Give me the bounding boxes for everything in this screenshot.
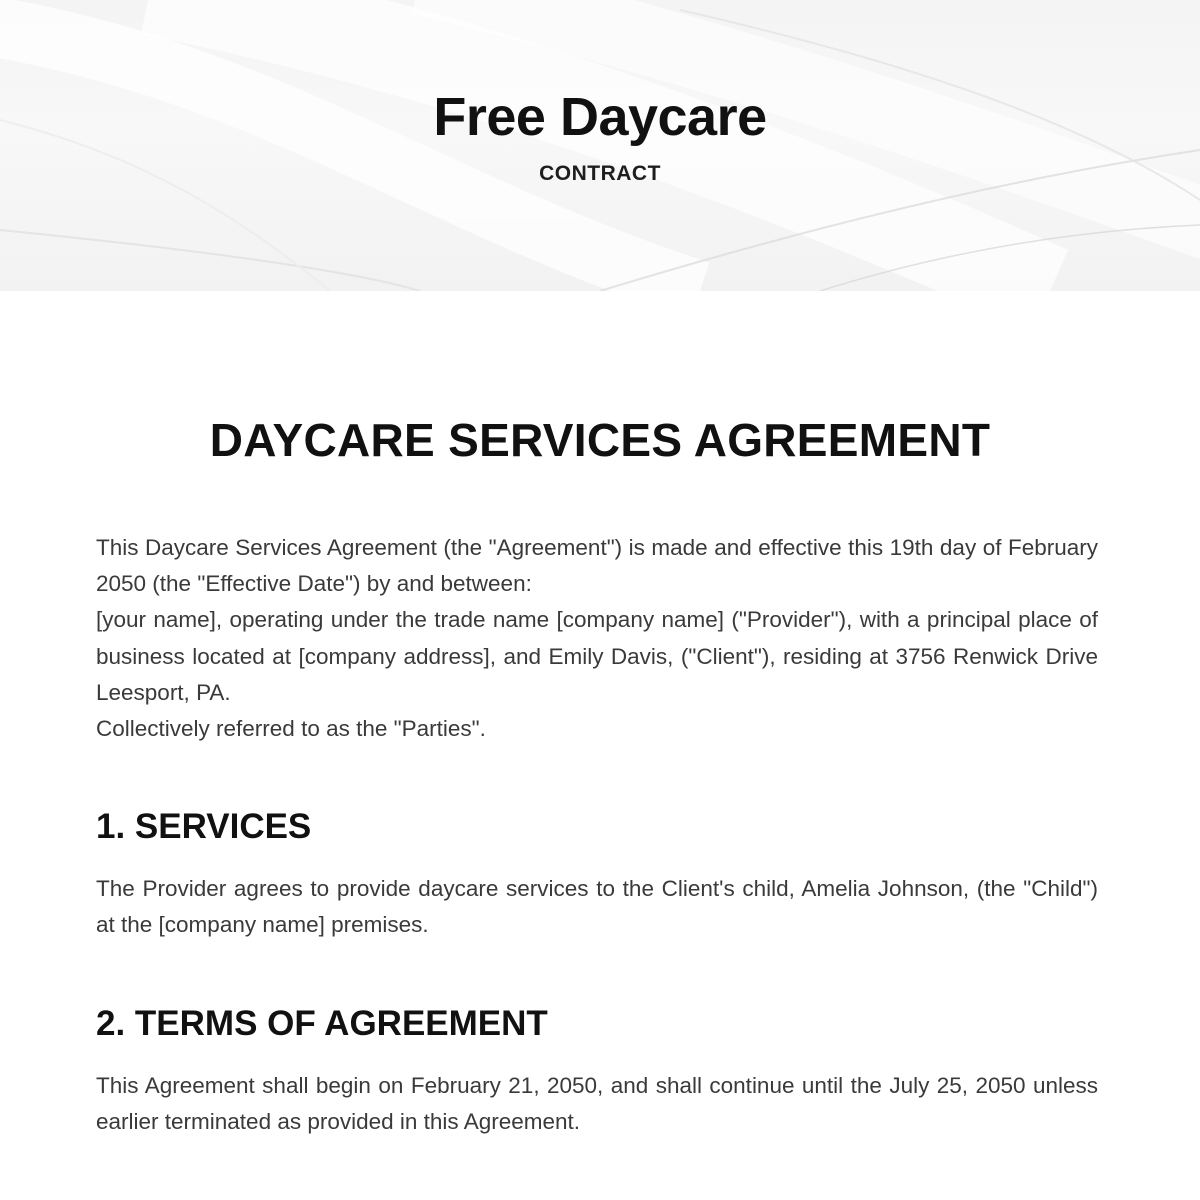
- header-subtitle: CONTRACT: [539, 162, 661, 185]
- section-heading-services: 1. SERVICES: [96, 807, 312, 846]
- header-banner: [0, 0, 1200, 291]
- section-body-terms-block: [96, 1068, 1098, 1140]
- document-title: DAYCARE SERVICES AGREEMENT: [209, 414, 991, 466]
- intro-paragraph-3: Collectively referred to as the "Parties".: [96, 716, 486, 742]
- section-body-terms: This Agreement shall begin on February 21, 2050, and shall continue until the July 25, 2050 unless earlier terminated as provided in this Agreement.: [96, 1073, 1098, 1135]
- header-title: Free Daycare: [433, 87, 767, 147]
- intro-block: [96, 530, 1098, 747]
- section-body-services: The Provider agrees to provide daycare services to the Client's child, Amelia Johnson, (the "Child") at the [company name] premises.: [96, 876, 1098, 938]
- intro-paragraph-2: [your name], operating under the trade name [company name] ("Provider"), with a principal place of business located at [company address], and Emily Davis, ("Client"), residing at 3756 Renwick Drive Leesport, PA.: [96, 607, 1098, 705]
- section-heading-terms: 2. TERMS OF AGREEMENT: [96, 1004, 548, 1043]
- intro-paragraph-1: This Daycare Services Agreement (the "Agreement") is made and effective this 19th day of February 2050 (the "Effective Date") by and between:: [96, 535, 1098, 597]
- section-body-services-block: [96, 871, 1098, 943]
